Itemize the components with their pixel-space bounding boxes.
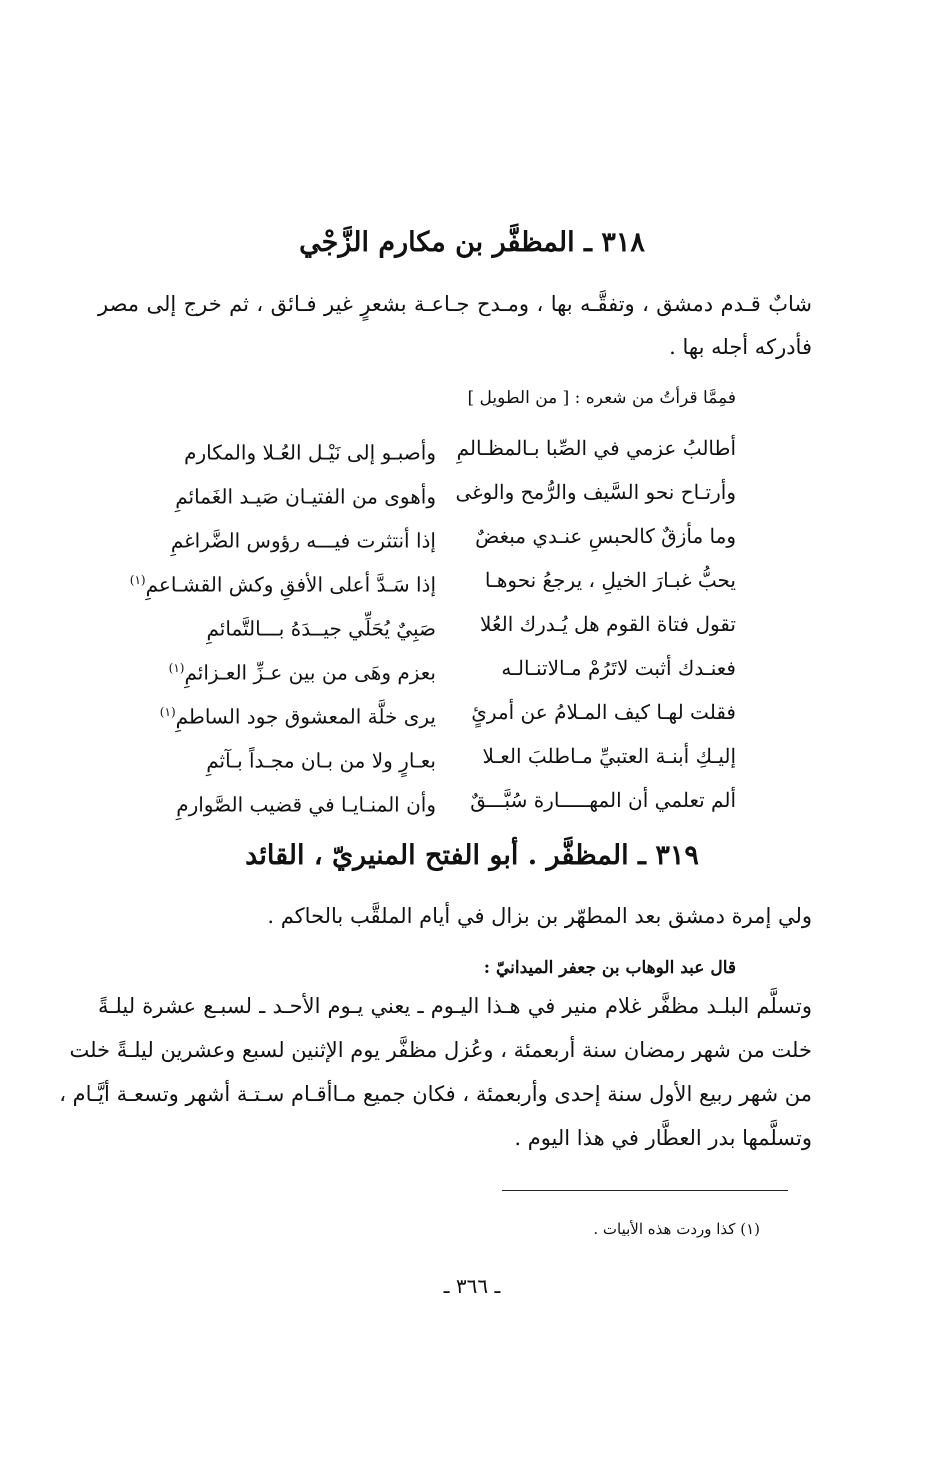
entry-319-body-line: خلت من شهر رمضان سنة أربعمئة ، وعُزل مظفَّر يوم الإثنين لسبع وعشرين ليلـةً خلت <box>69 1038 812 1062</box>
verse-first-hemistich: يحبُّ غبـارَ الخيلِ ، يرجعُ نحوهـا <box>484 568 736 592</box>
entry-318-heading: ٣١٨ ـ المظفَّر بن مكارم الزَّجْي <box>299 227 645 258</box>
verse-row <box>166 428 736 472</box>
verse-first-hemistich: فقلت لهـا كيف المـلامُ عن أمرئٍ <box>471 700 736 724</box>
entry-319-bio: ولي إمرة دمشق بعد المطهّر بن بزال في أيام الملقَّب بالحاكم . <box>267 904 812 928</box>
verse-first-hemistich: فعنـدك أثبت لاتَرُمْ مـالاتنـالـه <box>501 656 736 680</box>
verse-first-hemistich: تقول فتاة القوم هل يُـدرك العُلا <box>480 612 736 636</box>
verse-first-hemistich: وأرتـاح نحو السَّيف والرُّمح والوغى <box>455 480 736 504</box>
page-number: ـ ٣٦٦ ـ <box>443 1274 501 1298</box>
verse-row <box>129 560 736 604</box>
verse-second-hemistich <box>166 516 436 561</box>
verse-first-hemistich: إليـكِ أبنـة العتبيِّ مـاطلبَ العـلا <box>482 744 736 768</box>
entry-318-poem-intro: فمِمَّا قرأتُ من شعره : [ من الطويل ] <box>467 388 736 408</box>
verse-second-hemistich <box>159 692 436 737</box>
entry-319-heading: ٣١٩ ـ المظفَّر . أبو الفتح المنيريّ ، القائد <box>245 840 699 871</box>
verse-row <box>166 516 736 560</box>
entry-319-body-line: وتسلَّمها بدر العطَّار في هذا اليوم . <box>514 1126 812 1150</box>
verse-second-hemistich <box>166 604 436 649</box>
verse-row <box>166 736 736 780</box>
verse-first-hemistich: ألم تعلمي أن المهـــــارة سُبَّـــقٌ <box>470 788 736 812</box>
verse-second-text: يرى خلَّة المعشوق جود الساطمِ <box>175 704 436 729</box>
verse-first-hemistich: وما مأزقٌ كالحبسِ عنـدي مبغضٌ <box>475 524 736 548</box>
verse-second-hemistich <box>166 736 436 781</box>
verse-second-hemistich <box>166 428 436 473</box>
entry-318-bio-line-2: فأدركه أجله بها . <box>669 335 812 359</box>
verse-row <box>166 604 736 648</box>
footnote: (١) كذا وردت هذه الأبيات . <box>593 1220 760 1238</box>
verse-row <box>166 780 736 824</box>
verse-second-text: وأهوى من الفتيـان صَيـد الغَمائمِ <box>175 484 436 509</box>
verse-second-hemistich <box>166 472 436 517</box>
verse-second-text: بعـارٍ ولا من بـان مجـداً بـآثمِ <box>206 748 436 773</box>
verse-second-text: وأن المنـايـا في قضيب الصَّوارمِ <box>176 792 436 817</box>
footnote-marker: (١) <box>159 705 176 719</box>
verse-row <box>166 472 736 516</box>
verse-second-text: إذا سَـدَّ أعلى الأفقِ وكش القشـاعمِ <box>145 572 436 597</box>
footnote-marker: (١) <box>168 661 185 675</box>
verse-first-hemistich: أطالبُ عزمي في الصِّبا بـالمظـالمِ <box>456 436 736 460</box>
verse-second-text: بعزم وهَى من بين عـزِّ العـزائمِ <box>184 660 436 685</box>
verse-second-text: إذا أنتثرت فيـــه رؤوس الضَّراغمِ <box>170 528 436 553</box>
verse-row <box>166 648 736 692</box>
verse-second-text: وأصبـو إلى نَيْـل العُـلا والمكارم <box>184 440 436 465</box>
footnote-divider <box>502 1190 788 1191</box>
entry-319-source: قال عبد الوهاب بن جعفر الميدانيّ : <box>483 958 736 978</box>
entry-318-bio-line-1: شابٌ قـدم دمشق ، وتفقَّـه بها ، ومـدح جـاعـة بشعرٍ غير فـائق ، ثم خرج إلى مصر <box>98 292 812 316</box>
verse-second-hemistich <box>166 780 436 825</box>
entry-319-body-line: من شهر ربيع الأول سنة إحدى وأربعمئة ، فكان جميع مـاأقـام سـتـة أشهر وتسعـة أيَّـام ، <box>59 1082 812 1106</box>
verse-row <box>159 692 736 736</box>
footnote-marker: (١) <box>129 573 146 587</box>
verse-second-text: صَبِيٌ يُحَلِّي جيــدَهُ بـــالتَّمائمِ <box>206 616 436 641</box>
entry-319-body-line: وتسلَّم البلـد مظفَّر غلام منير في هـذا اليـوم ـ يعني يـوم الأحـد ـ لسبـع عشرة ليلـةً <box>98 994 812 1018</box>
verse-second-hemistich <box>166 648 436 693</box>
verse-second-hemistich <box>129 560 436 605</box>
